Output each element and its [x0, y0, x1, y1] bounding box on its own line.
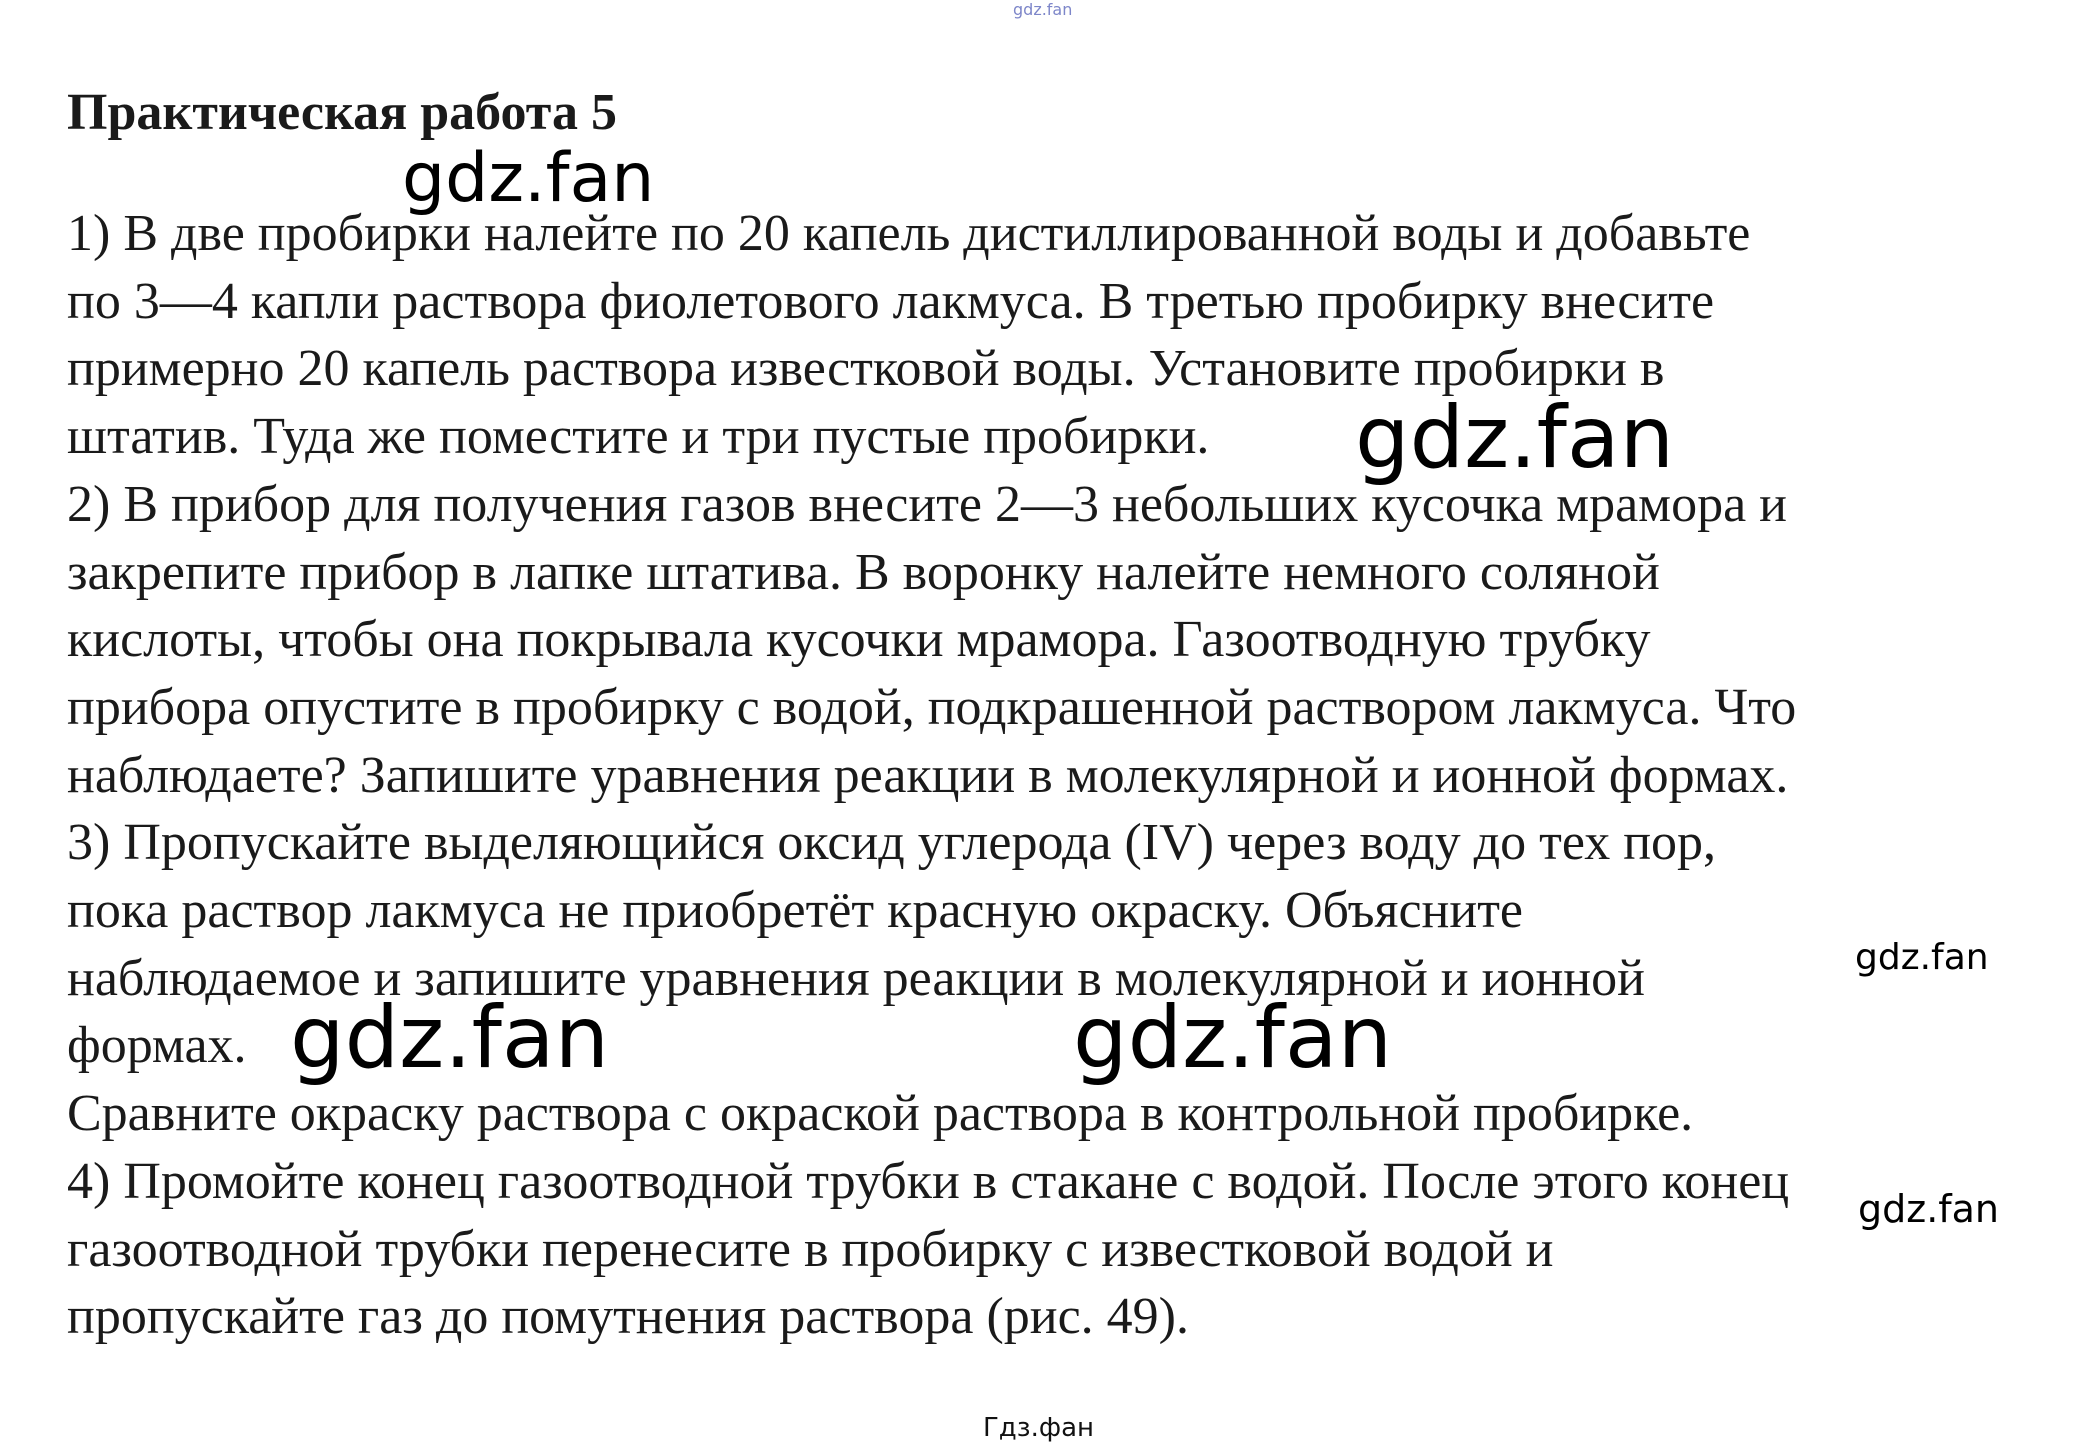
assignment-text	[67, 200, 2057, 1351]
text-line: по 3—4 капли раствора фиолетового лакмуса. В третью пробирку внесите	[67, 272, 1715, 330]
watermark: gdz.fan	[402, 139, 655, 218]
watermark: gdz.fan	[290, 988, 610, 1088]
text-line: кислоты, чтобы она покрывала кусочки мрамора. Газоотводную трубку	[67, 611, 1651, 669]
footer-watermark: Гдз.фан	[982, 1413, 1095, 1443]
text-line: закрепите прибор в лапке штатива. В воронку налейте немного соляной	[67, 543, 1660, 601]
text-line: наблюдаемое и запишите уравнения реакции в молекулярной и ионной	[67, 949, 1645, 1007]
text-line: штатив. Туда же поместите и три пустые пробирки.	[67, 408, 1210, 466]
text-line: 2) В прибор для получения газов внесите 2—3 небольших кусочка мрамора и	[67, 475, 1787, 533]
watermark: gdz.fan	[1355, 388, 1675, 488]
text-line: 3) Пропускайте выделяющийся оксид углерода (IV) через воду до тех пор,	[67, 814, 1717, 872]
text-line: 1) В две пробирки налейте по 20 капель дистиллированной воды и добавьте	[67, 205, 1751, 262]
text-line: формах.	[67, 1017, 247, 1075]
watermark: gdz.fan	[1855, 937, 1989, 978]
text-line: газоотводной трубки перенесите в пробирку с известковой водой и	[67, 1220, 1554, 1278]
text-line: наблюдаете? Запишите уравнения реакции в молекулярной и ионной формах.	[67, 746, 1789, 804]
text-line: пропускайте газ до помутнения раствора (рис. 49).	[67, 1288, 1189, 1346]
text-line: Сравните окраску раствора с окраской раствора в контрольной пробирке.	[67, 1085, 1694, 1143]
text-line: 4) Промойте конец газоотводной трубки в стакане с водой. После этого конец	[67, 1152, 1790, 1210]
watermark: gdz.fan	[1073, 988, 1393, 1088]
text-line: пока раствор лакмуса не приобретёт красную окраску. Объясните	[67, 882, 1523, 940]
page-title: Практическая работа 5	[67, 84, 617, 141]
watermark: gdz.fan	[1858, 1187, 2000, 1231]
text-line: прибора опустите в пробирку с водой, подкрашенной раствором лакмуса. Что	[67, 678, 1797, 736]
text-line: примерно 20 капель раствора известковой воды. Установите пробирки в	[67, 340, 1665, 398]
top-watermark: gdz.fan	[1013, 0, 1073, 19]
